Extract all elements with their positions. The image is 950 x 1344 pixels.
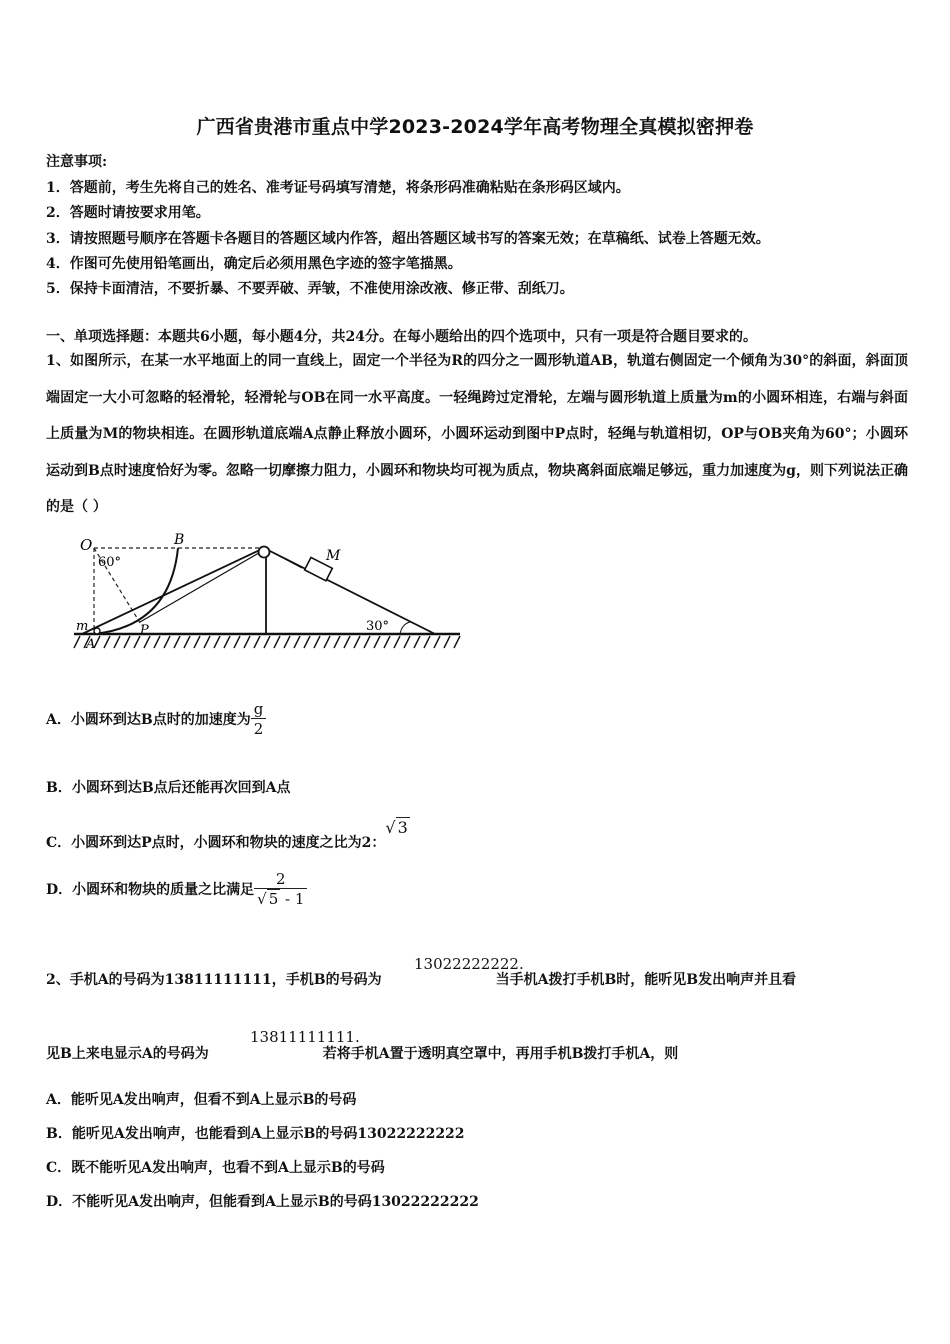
q2-option-d: D．不能听见A发出响声，但能看到A上显示B的号码13022222222	[46, 1194, 479, 1210]
q1-option-c	[46, 818, 410, 852]
q1-option-c-text: C．小圆环到达P点时，小圆环和物块的速度之比为2：	[46, 835, 386, 851]
q1-option-d-denominator: √ 5 - 1	[254, 888, 307, 908]
q1-option-d-fraction	[254, 870, 307, 908]
q1-option-a	[46, 700, 266, 738]
q1-option-a-text: A．小圆环到达B点时的加速度为	[46, 712, 251, 728]
q2-line-2-start: 见B上来电显示A的号码为	[46, 1046, 209, 1062]
notice-item-3: 3．请按照题号顺序在答题卡各题目的答题区域内作答，超出答题区域书写的答案无效；在草稿纸、试卷上答题无效。	[46, 231, 770, 247]
label-angle-60: 60°	[98, 555, 122, 570]
rope	[140, 550, 264, 622]
q2-line-1-start: 2、手机A的号码为13811111111，手机B的号码为	[46, 972, 382, 988]
q2-number-b: 13022222222.	[414, 955, 524, 973]
question-1-stem: 1、如图所示，在某一水平地面上的同一直线上，固定一个半径为R的四分之一圆形轨道AB，轨道右侧固定一个倾角为30°的斜面，斜面顶端固定一大小可忽略的轻滑轮，轻滑轮与OB在同一水平高度。一轻绳跨过定滑轮，左端与圆形轨道上质量为m的小圆环相连，右端与斜面上质量为M的物块相连。在圆形轨道底端A点静止释放小圆环，小圆环运动到图中P点时，轻绳与轨道相切，OP与OB夹角为60°；小圆环运动到B点时速度恰好为零。忽略一切摩擦力阻力，小圆环和物块均可视为质点，物块离斜面底端足够远，重力加速度为g，则下列说法正确的是（ ）	[46, 353, 908, 515]
q1-option-d-radicand: 5	[268, 890, 279, 908]
label-b: B	[174, 532, 185, 548]
notice-heading: 注意事项:	[46, 154, 108, 170]
q1-option-a-denominator: 2	[251, 718, 267, 738]
q1-option-d-numerator: 2	[276, 870, 286, 888]
q2-line-2	[46, 1043, 678, 1063]
page-title: 广西省贵港市重点中学2023-2024学年高考物理全真模拟密押卷	[196, 116, 754, 138]
q2-option-b: B．能听见A发出响声，也能看到A上显示B的号码13022222222	[46, 1126, 465, 1142]
rope-right	[268, 550, 302, 568]
question-1-figure	[60, 530, 480, 660]
label-o: O	[80, 536, 93, 554]
q1-option-d	[46, 870, 307, 908]
q1-option-d-den-rest: - 1	[280, 890, 305, 908]
q2-option-c: C．既不能听见A发出响声，也看不到A上显示B的号码	[46, 1160, 385, 1176]
notice-item-4: 4．作图可先使用铅笔画出，确定后必须用黑色字迹的签字笔描黑。	[46, 256, 462, 272]
notice-item-2: 2．答题时请按要求用笔。	[46, 205, 210, 221]
section-heading: 一、单项选择题：本题共6小题，每小题4分，共24分。在每小题给出的四个选项中，只有一项是符合题目要求的。	[46, 329, 757, 345]
q1-option-c-sqrt: √ 3	[385, 818, 408, 837]
q1-option-a-fraction	[251, 700, 267, 738]
label-p: P	[140, 623, 149, 638]
q2-line-1-end: 当手机A拨打手机B时，能听见B发出响声并且看	[495, 972, 797, 988]
q2-option-a: A．能听见A发出响声，但看不到A上显示B的号码	[46, 1092, 357, 1108]
q1-option-c-radicand: 3	[397, 818, 408, 837]
label-m-ring: m	[76, 619, 89, 634]
q2-line-2-end: 若将手机A置于透明真空罩中，再用手机B拨打手机A，则	[322, 1046, 679, 1062]
notice-item-1: 1．答题前，考生先将自己的姓名、准考证号码填写清楚，将条形码准确粘贴在条形码区域内。	[46, 180, 630, 196]
q1-option-d-text: D．小圆环和物块的质量之比满足	[46, 882, 255, 898]
q1-option-b: B．小圆环到达B点后还能再次回到A点	[46, 780, 291, 796]
ring-m	[94, 628, 100, 634]
notice-item-5: 5．保持卡面清洁，不要折暴、不要弄破、弄皱，不准使用涂改液、修正带、刮纸刀。	[46, 281, 574, 297]
label-a: A	[86, 637, 96, 652]
q1-option-a-numerator: g	[253, 700, 264, 718]
label-m-block: M	[326, 548, 341, 564]
label-angle-30: 30°	[366, 619, 390, 634]
q2-number-a: 13811111111.	[250, 1028, 360, 1046]
pulley	[259, 547, 270, 558]
angle-arc-30	[400, 622, 410, 634]
ground-hatching	[74, 636, 460, 648]
